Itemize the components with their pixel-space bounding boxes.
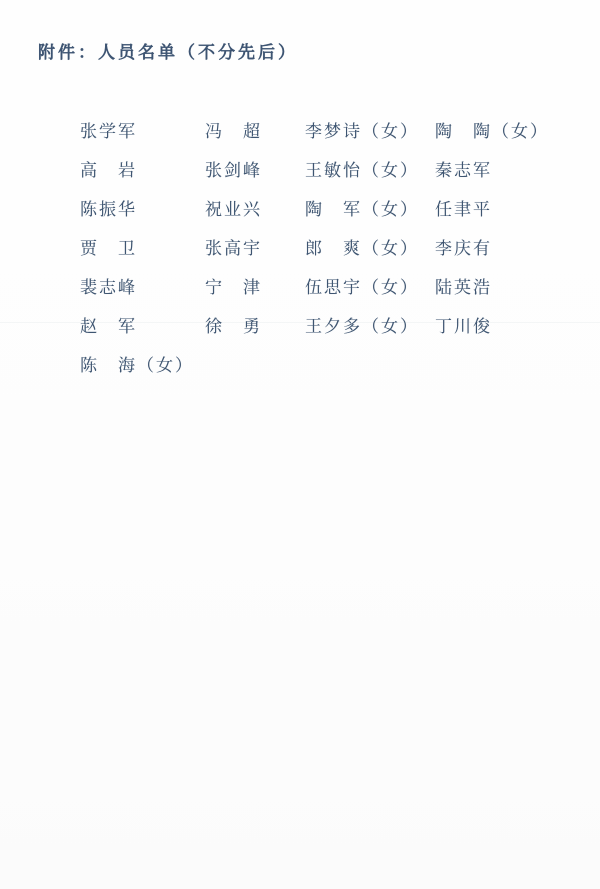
person-name: 王夕多（女） — [305, 317, 419, 336]
person-name: 裴志峰 — [80, 278, 137, 297]
person-name: 陈振华 — [80, 200, 137, 219]
person-name: 王敏怡（女） — [305, 161, 419, 180]
person-name: 李庆有 — [435, 239, 492, 258]
person-name: 秦志军 — [435, 161, 492, 180]
person-name: 陶 军（女） — [305, 200, 419, 219]
person-name: 贾 卫 — [80, 239, 137, 258]
person-name: 李梦诗（女） — [305, 122, 419, 141]
person-name: 冯 超 — [205, 122, 262, 141]
person-name: 祝业兴 — [205, 200, 262, 219]
person-name: 陶 陶（女） — [435, 122, 549, 141]
person-name — [435, 346, 560, 385]
person-name — [205, 346, 305, 385]
personnel-name-list — [80, 112, 560, 385]
person-name: 宁 津 — [205, 278, 262, 297]
person-name: 伍思宇（女） — [305, 278, 419, 297]
person-name: 陆英浩 — [435, 278, 492, 297]
person-name: 郎 爽（女） — [305, 239, 419, 258]
person-name: 张学军 — [80, 122, 137, 141]
person-name: 高 岩 — [80, 161, 137, 180]
person-name: 张高宇 — [205, 239, 262, 258]
attachment-heading: 附件：人员名单（不分先后） — [38, 43, 298, 62]
person-name: 丁川俊 — [435, 317, 492, 336]
person-name: 张剑峰 — [205, 161, 262, 180]
person-name: 陈 海（女） — [80, 356, 194, 375]
person-name: 任聿平 — [435, 200, 492, 219]
person-name — [305, 346, 435, 385]
person-name: 赵 军 — [80, 317, 137, 336]
person-name: 徐 勇 — [205, 317, 262, 336]
